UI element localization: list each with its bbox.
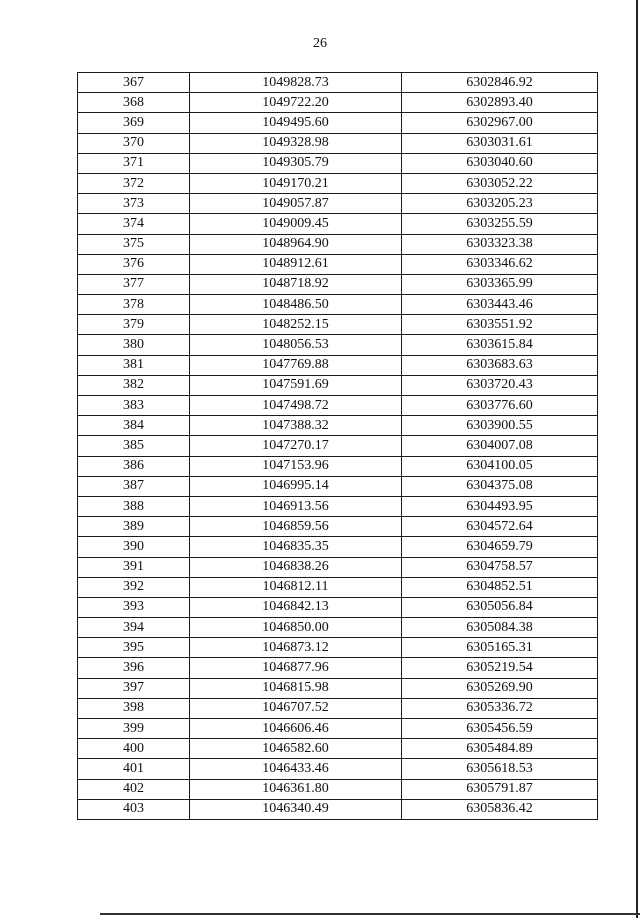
table-row (78, 658, 598, 678)
table-row (78, 254, 598, 274)
x-coordinate-cell: 1047498.72 (190, 396, 402, 416)
point-number-cell: 380 (78, 335, 190, 355)
x-coordinate-cell: 1046361.80 (190, 779, 402, 799)
table-row (78, 375, 598, 395)
x-coordinate-cell: 1046877.96 (190, 658, 402, 678)
y-coordinate-cell: 6303040.60 (402, 153, 598, 173)
y-coordinate-cell: 6305336.72 (402, 698, 598, 718)
table-row (78, 698, 598, 718)
x-coordinate-cell: 1046913.56 (190, 496, 402, 516)
x-coordinate-cell: 1047270.17 (190, 436, 402, 456)
table-row (78, 153, 598, 173)
table-row (78, 295, 598, 315)
point-number-cell: 389 (78, 517, 190, 537)
table-row (78, 496, 598, 516)
x-coordinate-cell: 1049170.21 (190, 173, 402, 193)
y-coordinate-cell: 6304375.08 (402, 476, 598, 496)
table-row (78, 93, 598, 113)
point-number-cell: 375 (78, 234, 190, 254)
table-row (78, 739, 598, 759)
table-row (78, 396, 598, 416)
y-coordinate-cell: 6302846.92 (402, 73, 598, 93)
x-coordinate-cell: 1046606.46 (190, 719, 402, 739)
table-row (78, 678, 598, 698)
x-coordinate-cell: 1047153.96 (190, 456, 402, 476)
point-number-cell: 384 (78, 416, 190, 436)
table-row (78, 517, 598, 537)
table-row (78, 779, 598, 799)
x-coordinate-cell: 1046873.12 (190, 638, 402, 658)
y-coordinate-cell: 6303323.38 (402, 234, 598, 254)
table-row (78, 355, 598, 375)
point-number-cell: 377 (78, 274, 190, 294)
y-coordinate-cell: 6305456.59 (402, 719, 598, 739)
point-number-cell: 397 (78, 678, 190, 698)
y-coordinate-cell: 6304659.79 (402, 537, 598, 557)
coordinates-table (77, 72, 598, 820)
x-coordinate-cell: 1046995.14 (190, 476, 402, 496)
point-number-cell: 370 (78, 133, 190, 153)
point-number-cell: 382 (78, 375, 190, 395)
y-coordinate-cell: 6303205.23 (402, 194, 598, 214)
point-number-cell: 383 (78, 396, 190, 416)
table-row (78, 335, 598, 355)
x-coordinate-cell: 1049328.98 (190, 133, 402, 153)
table-row (78, 194, 598, 214)
point-number-cell: 386 (78, 456, 190, 476)
coordinates-table-body (78, 73, 598, 820)
table-row (78, 557, 598, 577)
x-coordinate-cell: 1048718.92 (190, 274, 402, 294)
y-coordinate-cell: 6304007.08 (402, 436, 598, 456)
x-coordinate-cell: 1048486.50 (190, 295, 402, 315)
y-coordinate-cell: 6303776.60 (402, 396, 598, 416)
x-coordinate-cell: 1047591.69 (190, 375, 402, 395)
x-coordinate-cell: 1047388.32 (190, 416, 402, 436)
x-coordinate-cell: 1048056.53 (190, 335, 402, 355)
x-coordinate-cell: 1049057.87 (190, 194, 402, 214)
table-row (78, 577, 598, 597)
x-coordinate-cell: 1049305.79 (190, 153, 402, 173)
y-coordinate-cell: 6304493.95 (402, 496, 598, 516)
point-number-cell: 369 (78, 113, 190, 133)
x-coordinate-cell: 1048964.90 (190, 234, 402, 254)
point-number-cell: 379 (78, 315, 190, 335)
point-number-cell: 367 (78, 73, 190, 93)
y-coordinate-cell: 6303346.62 (402, 254, 598, 274)
scan-edge-right (636, 0, 638, 918)
page-number: 26 (313, 36, 327, 51)
point-number-cell: 385 (78, 436, 190, 456)
y-coordinate-cell: 6305618.53 (402, 759, 598, 779)
y-coordinate-cell: 6303720.43 (402, 375, 598, 395)
x-coordinate-cell: 1046433.46 (190, 759, 402, 779)
point-number-cell: 368 (78, 93, 190, 113)
point-number-cell: 371 (78, 153, 190, 173)
x-coordinate-cell: 1046850.00 (190, 618, 402, 638)
point-number-cell: 393 (78, 597, 190, 617)
point-number-cell: 376 (78, 254, 190, 274)
y-coordinate-cell: 6303365.99 (402, 274, 598, 294)
x-coordinate-cell: 1049828.73 (190, 73, 402, 93)
table-row (78, 173, 598, 193)
x-coordinate-cell: 1046582.60 (190, 739, 402, 759)
x-coordinate-cell: 1049495.60 (190, 113, 402, 133)
point-number-cell: 387 (78, 476, 190, 496)
point-number-cell: 396 (78, 658, 190, 678)
table-row (78, 214, 598, 234)
table-row (78, 719, 598, 739)
point-number-cell: 403 (78, 799, 190, 819)
x-coordinate-cell: 1048912.61 (190, 254, 402, 274)
point-number-cell: 394 (78, 618, 190, 638)
point-number-cell: 395 (78, 638, 190, 658)
y-coordinate-cell: 6303052.22 (402, 173, 598, 193)
y-coordinate-cell: 6305219.54 (402, 658, 598, 678)
table-row (78, 759, 598, 779)
y-coordinate-cell: 6304572.64 (402, 517, 598, 537)
point-number-cell: 400 (78, 739, 190, 759)
y-coordinate-cell: 6305165.31 (402, 638, 598, 658)
y-coordinate-cell: 6305791.87 (402, 779, 598, 799)
table-row (78, 133, 598, 153)
table-row (78, 476, 598, 496)
table-row (78, 537, 598, 557)
x-coordinate-cell: 1046838.26 (190, 557, 402, 577)
y-coordinate-cell: 6303255.59 (402, 214, 598, 234)
point-number-cell: 390 (78, 537, 190, 557)
table-row (78, 799, 598, 819)
y-coordinate-cell: 6304758.57 (402, 557, 598, 577)
point-number-cell: 401 (78, 759, 190, 779)
point-number-cell: 391 (78, 557, 190, 577)
x-coordinate-cell: 1046842.13 (190, 597, 402, 617)
x-coordinate-cell: 1047769.88 (190, 355, 402, 375)
y-coordinate-cell: 6302893.40 (402, 93, 598, 113)
y-coordinate-cell: 6303443.46 (402, 295, 598, 315)
x-coordinate-cell: 1046835.35 (190, 537, 402, 557)
x-coordinate-cell: 1046340.49 (190, 799, 402, 819)
x-coordinate-cell: 1049722.20 (190, 93, 402, 113)
table-row (78, 597, 598, 617)
point-number-cell: 388 (78, 496, 190, 516)
table-row (78, 618, 598, 638)
y-coordinate-cell: 6305056.84 (402, 597, 598, 617)
y-coordinate-cell: 6303900.55 (402, 416, 598, 436)
y-coordinate-cell: 6305836.42 (402, 799, 598, 819)
point-number-cell: 402 (78, 779, 190, 799)
point-number-cell: 381 (78, 355, 190, 375)
point-number-cell: 398 (78, 698, 190, 718)
x-coordinate-cell: 1046815.98 (190, 678, 402, 698)
y-coordinate-cell: 6302967.00 (402, 113, 598, 133)
y-coordinate-cell: 6305084.38 (402, 618, 598, 638)
point-number-cell: 374 (78, 214, 190, 234)
y-coordinate-cell: 6305484.89 (402, 739, 598, 759)
point-number-cell: 378 (78, 295, 190, 315)
y-coordinate-cell: 6303683.63 (402, 355, 598, 375)
point-number-cell: 392 (78, 577, 190, 597)
x-coordinate-cell: 1046707.52 (190, 698, 402, 718)
scan-edge-bottom (100, 913, 640, 915)
table-row (78, 436, 598, 456)
table-row (78, 638, 598, 658)
table-row (78, 234, 598, 254)
point-number-cell: 373 (78, 194, 190, 214)
y-coordinate-cell: 6303551.92 (402, 315, 598, 335)
y-coordinate-cell: 6304852.51 (402, 577, 598, 597)
y-coordinate-cell: 6305269.90 (402, 678, 598, 698)
point-number-cell: 399 (78, 719, 190, 739)
y-coordinate-cell: 6304100.05 (402, 456, 598, 476)
table-row (78, 456, 598, 476)
x-coordinate-cell: 1048252.15 (190, 315, 402, 335)
x-coordinate-cell: 1049009.45 (190, 214, 402, 234)
table-row (78, 416, 598, 436)
table-row (78, 315, 598, 335)
x-coordinate-cell: 1046812.11 (190, 577, 402, 597)
y-coordinate-cell: 6303615.84 (402, 335, 598, 355)
x-coordinate-cell: 1046859.56 (190, 517, 402, 537)
table-row (78, 113, 598, 133)
table-row (78, 274, 598, 294)
point-number-cell: 372 (78, 173, 190, 193)
table-row (78, 73, 598, 93)
y-coordinate-cell: 6303031.61 (402, 133, 598, 153)
